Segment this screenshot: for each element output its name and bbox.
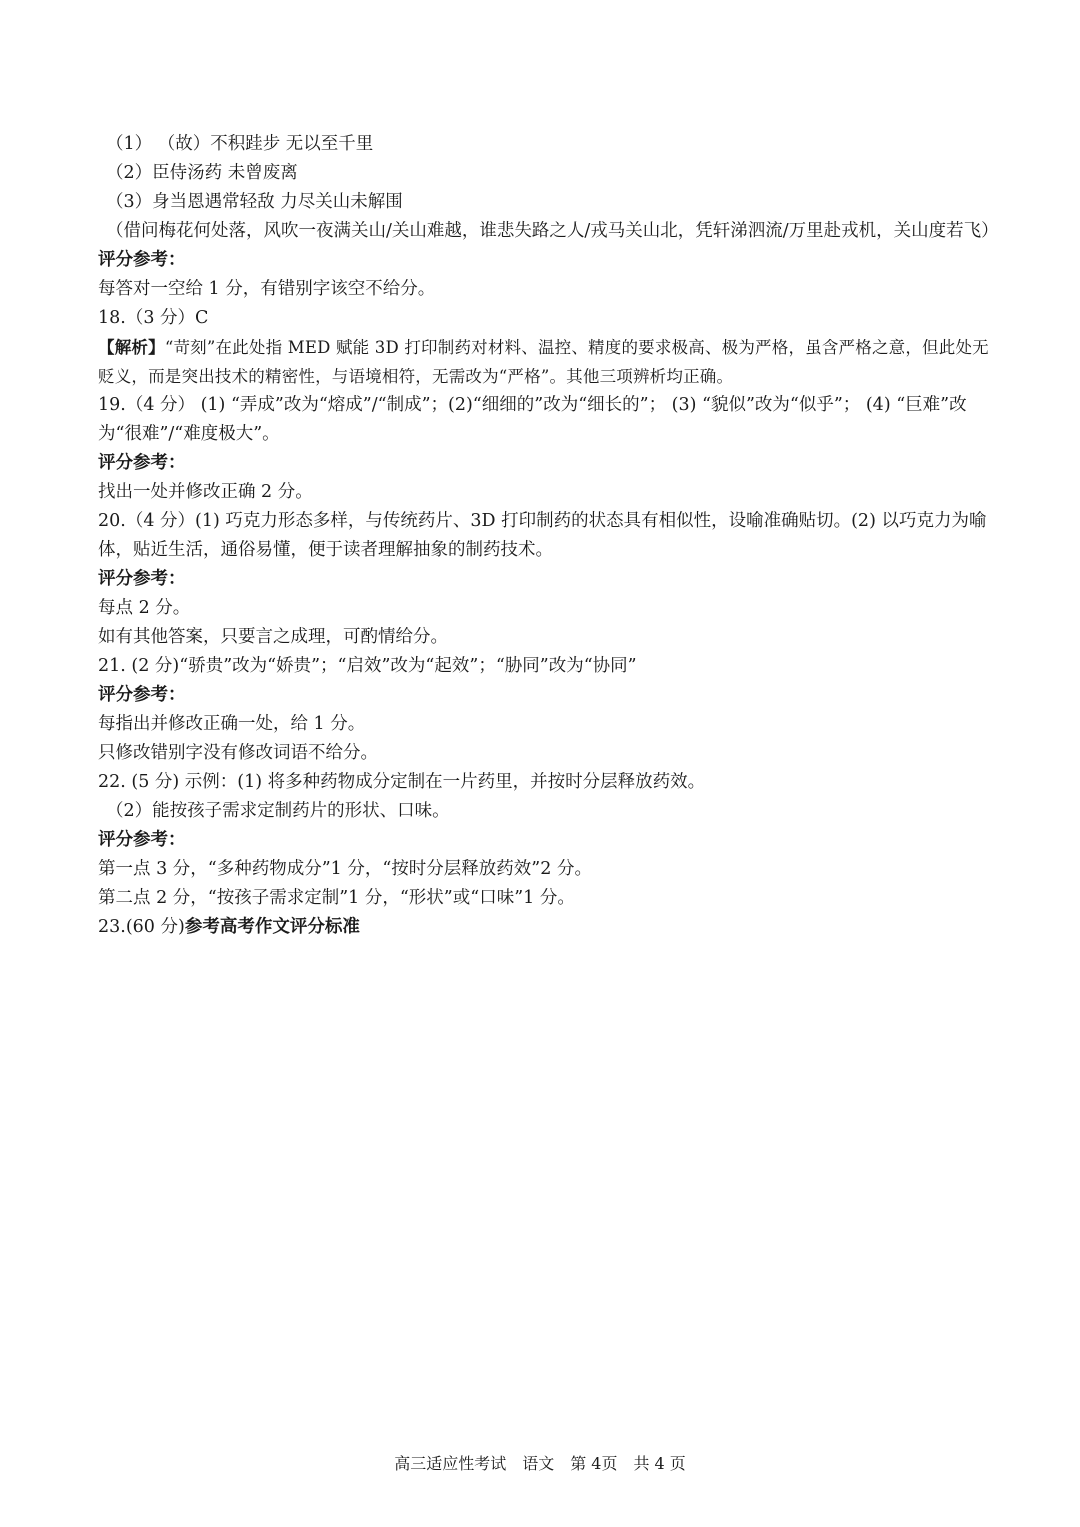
scoring-22-a: 第一点 3 分，“多种药物成分”1 分，“按时分层释放药效”2 分。 [98,859,592,879]
scoring-21-a: 每指出并修改正确一处，给 1 分。 [98,714,366,734]
scoring-22-b: 第二点 2 分，“按孩子需求定制”1 分，“形状”或“口味”1 分。 [98,888,575,908]
answer-17-2: （2）臣侍汤药 未曾废离 [106,163,298,183]
answer-key-content [98,130,999,942]
answer-18: 18.（3 分）C [98,308,209,328]
scoring-20-b: 如有其他答案，只要言之成理，可酌情给分。 [98,627,448,647]
page-footer: 高三适应性考试 语文 第 4页 共 4 页 [394,1454,686,1473]
scoring-heading: 评分参考： [98,250,186,270]
scoring-heading: 评分参考： [98,830,186,850]
scoring-21-b: 只修改错别字没有修改词语不给分。 [98,743,378,763]
answer-19: 19.（4 分） (1) “弄成”改为“熔成”/“制成”；(2)“细细的”改为“细长的”； (3) “貌似”改为“似乎”； (4) “巨难”改为“很难”/“难度极大”。 [98,395,967,444]
analysis-18 [98,333,990,391]
answer-17-3: （3）身当恩遇常轻敌 力尽关山未解围 [106,192,403,212]
scoring-17: 每答对一空给 1 分，有错别字该空不给分。 [98,279,436,299]
answer-21: 21. (2 分)“骄贵”改为“娇贵”；“启效”改为“起效”；“胁同”改为“协同” [98,656,637,676]
answer-23-prefix: 23.(60 分) [98,917,185,937]
scoring-heading: 评分参考： [98,569,186,589]
answer-22-1: 22. (5 分) 示例：(1) 将多种药物成分定制在一片药里，并按时分层释放药效。 [98,772,706,792]
answer-22-2: （2）能按孩子需求定制药片的形状、口味。 [106,801,450,821]
scoring-heading: 评分参考： [98,685,186,705]
answer-17-alternatives: （借问梅花何处落，风吹一夜满关山/关山难越，谁悲失路之人/戎马关山北，凭轩涕泗流/万里赴戎机，关山度若飞） [106,221,999,241]
analysis-label: 【解析】 [98,338,165,357]
answer-23 [98,913,990,942]
scoring-19: 找出一处并修改正确 2 分。 [98,482,313,502]
scoring-heading: 评分参考： [98,453,186,473]
answer-17-1: （1） （故）不积跬步 无以至千里 [106,134,374,154]
answer-20: 20.（4 分）(1) 巧克力形态多样，与传统药片、3D 打印制药的状态具有相似性，设喻准确贴切。(2) 以巧克力为喻体，贴近生活，通俗易懂，便于读者理解抽象的制药技术。 [98,511,987,560]
scoring-20-a: 每点 2 分。 [98,598,191,618]
answer-23-text: 参考高考作文评分标准 [184,917,360,937]
analysis-text: “苛刻”在此处指 MED 赋能 3D 打印制药对材料、温控、精度的要求极高、极为严格，虽含严格之意，但此处无贬义，而是突出技术的精密性，与语境相符，无需改为“严格”。其他三项辨析均正确。 [98,338,989,386]
